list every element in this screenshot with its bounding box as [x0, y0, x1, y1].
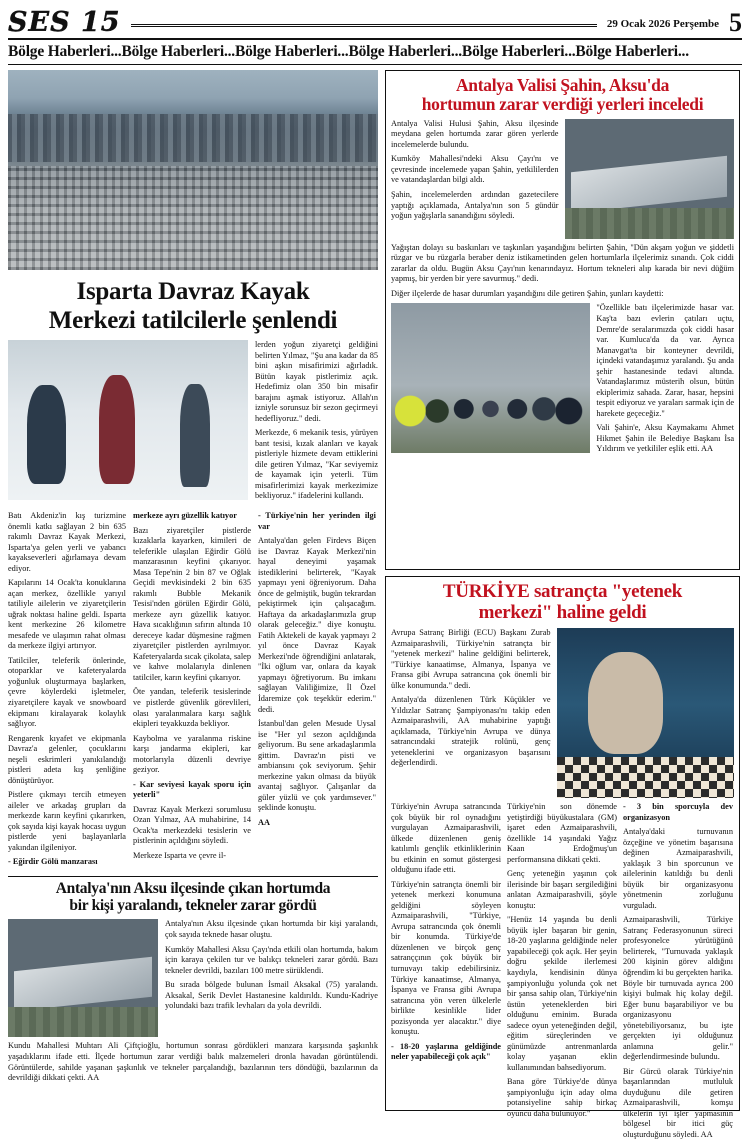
paragraph: Batı Akdeniz'in kış turizmine önemli katkı sağlayan 2 bin 635 rakımlı Davraz Kayak Merkezi, Isparta'ya gelen yerli ve yabancı kayakseverleri ağırlamaya devam ediyor.	[8, 510, 126, 573]
story-hortum	[8, 876, 378, 1084]
vali-headline-line2: hortumun zarar verdiği yerleri inceledi	[421, 93, 704, 114]
hortum-headline-line1: Antalya'nın Aksu ilçesinde çıkan hortumda	[55, 879, 331, 897]
paragraph: Azmaiparashvili, Türkiye Satranç Federasyonunun süreci profesyonelce yürütüğünü belirterek, "Turnuvada yaklaşık 200 kişinin görev aldığını öğrendim ki bu gerçekten harika. Böyle bir turnuvada ayrıca 200 kişiyi bulmak hiç kolay değil. Eğer bunu başarabiliyor ve bu organizasyonu yönetebiliyorsanız, bu işte gerçekten iyi olduğunuz anlamına gelir." değerlendirmesinde bulundu.	[623, 915, 733, 1062]
satranc-body-col3	[623, 802, 733, 1144]
subhead: - 3 bin sporcuyla dev organizasyon	[623, 802, 733, 822]
paragraph: Kaybolma ve yaralanma riskine karşı jandarma ekipleri, kar motorlarıyla düzenli devriye geziyor.	[133, 733, 251, 775]
satranc-headline-line2: merkezi" haline geldi	[478, 601, 647, 623]
subhead: - Türkiye'nin her yerinden ilgi var	[258, 510, 376, 531]
paragraph: Merkeze Isparta ve çevre il-	[133, 850, 227, 860]
vali-inceleme-foto	[391, 303, 590, 453]
subhead: - Kar seviyesi kayak sporu için yeterli"	[133, 779, 251, 800]
paragraph: Genç yeteneğin yaşının çok ilerisinde bir başarı sergilediğini anlatan Azmaiparashvili, şöyle konuştu:	[507, 869, 617, 910]
paragraph: Kapılarını 14 Ocak'ta konuklarına açan merkez, özellikle yarıyıl tatiliyle ailelerin ve ziyaretçilerin uğrak noktası haline geldi. Isparta kent merkezine 26 kilometre mesafede ve ulaşımın rahat olması da merkeze ilgiyi artırıyor.	[8, 578, 126, 651]
paragraph: Kumköy Mahallesi Aksu Çayı'nda etkili olan hortumda, bakım için karaya çekilen tur ve balıkçı tekneleri zarar gördü. Bazı tekneler devrildi, bazıları 100 metre sürüklendi.	[165, 944, 378, 975]
paragraph: Türkiye'nin son dönemde yetiştirdiği büyükustalara (GM) işaret eden Azmaiparashvili, özellikle 14 yaşındaki Yağız Kaan Erdoğmuş'un performansına dikkati çekti.	[507, 802, 617, 864]
satranc-headline-line1: TÜRKİYE satrançta "yetenek	[442, 581, 683, 602]
masthead-divider	[131, 24, 597, 27]
left-column	[8, 70, 378, 1111]
page-number: 5	[729, 8, 742, 37]
paragraph: Vali Şahin'e, Aksu Kaymakamı Ahmet Hikmet Şahin ile Belediye Başkanı İsa Yıldırım ve yetkililer eşlik etti. AA	[596, 423, 734, 454]
paragraph: Antalya'daki turnuvanın özçeğine ve yönetim başarısına değinen Azmaiparashvili, yaklaşık 3 bin sporcunun ve ailelerinin katıldığı bu denli büyük bir organizasyonu yönetmenin zorluğunu vurguladı.	[623, 827, 733, 910]
paragraph: İstanbul'dan gelen Mesude Uysal ise "Her yıl sezon açıldığında geliyorum. Bu sene arkadaşlarımla gittim. Davraz'ın pisti ve ambiansını çok seviyorum. Şehir merkezine yakın olması da büyük avantaj sağlıyor. Çalışanlar da güler yüzlü ve çok yardımsever." şeklinde konuştu.	[258, 719, 376, 813]
paragraph: "Henüz 14 yaşında bu denli büyük işler başaran bir genin, 18-20 yaşlarına geldiğinde neler yapabileceği çok açık. Her şeyin doğru şekilde ilerlemesi kaydıyla, kendisinin dünya şampiyonluğu yolunda çok net bir şansa sahip olan, Türkiye'nin üstün yeteneklerden biri olduğunu eminim. Burada sadece oyun yeteneğinden değil, eğitim süreçlerinden ve günümüzde antrenmanlarda kolay yaşanan eklin kullanımından bahsediyorum.	[507, 915, 617, 1072]
vali-headline-line1: Antalya Valisi Şahin, Aksu'da	[455, 75, 670, 95]
paragraph: Türkiye'nin Avrupa satrancında çok büyük bir rol oynadığını vurgulayan Azmaiparashvili, ülkede düzenlenen geniş katılımlı gençlik etkinliklerinin bu etkinin en somut göstergesi olduğunu ifade etti.	[391, 802, 501, 875]
subhead: - 18-20 yaşlarına geldiğinde neler yapabileceği çok açık"	[391, 1041, 501, 1062]
paragraph: Yağıştan dolayı su baskınları ve taşkınları yaşandığını belirten Şahin, "Dün akşam yoğun ve şiddetli rüzgar ve bu rüzgarla beraber deniz istikametinden gelen hortumlarla ilçelerimiz sınandı. Çok ciddi zararlar da oldu. Bugün Aksu Çayı'nın kenarındayız. Hortum tekneleri alıp karada bir nevi düğüm yapmış, bir yerden bir yere savurmuş." dedi.	[391, 242, 734, 284]
vali-body-right	[596, 303, 734, 458]
lead-body-col2	[133, 511, 251, 872]
lead-body-col3-top	[255, 340, 378, 506]
paragraph: Kumköy Mahallesi'ndeki Aksu Çayı'nı ve çevresinde incelemede yapan Şahin, yetkililerden ve vatandaşlardan bilgi aldı.	[391, 154, 559, 185]
paragraph: Bir Gürcü olarak Türkiye'nin başarılarından mutluluk duyduğunu dile getiren Azmaiparashvili, komşu ülkelerin iyi işler yapmasının bölgesel bir itici güç oluşturduğunu söyledi. AA	[623, 1066, 733, 1139]
hortum-body	[165, 919, 378, 1037]
hortum-hasari-foto	[565, 119, 735, 239]
hortum-tekneler-foto	[8, 919, 158, 1037]
hortum-headline-line2: bir kişi yaralandı, tekneler zarar gördü	[69, 896, 317, 914]
davraz-kayak-merkezi-otopark-foto	[8, 70, 378, 270]
paragraph: Avrupa Satranç Birliği (ECU) Başkanı Zurab Azmaiparashvili, Türkiye'nin satrançta bir "yetenek merkezi" haline geldiğini belirterek, "Türkiye kanaatimse, Almanya, İspanya ve Fransa gibi Avrupa satrancına çok önemli bir ülke konumunda." dedi.	[391, 628, 551, 690]
publication-date: 29 Ocak 2026 Perşembe	[606, 18, 719, 30]
satranc-body-col1	[391, 802, 501, 1144]
right-column	[385, 70, 740, 1139]
paragraph: Şahin, incelemelerden ardından gazetecilere yaptığı açıklamada, Antalya'nın son 5 gündür yoğun yağışlarla sanandığını söyledi.	[391, 189, 559, 221]
paragraph: Tatilciler, teleferik önlerinde, otoparklar ve kafeteryalarda yoğunluk oluşturmaya başlarken, çevre köylerdeki işletmeler, ziyaretçilere kayak ve snowboard ekipmanı kiralayarak kolaylık sağlıyor.	[8, 655, 126, 729]
satranc-oynayan-cocuk-foto	[557, 628, 734, 798]
section-rule	[8, 64, 742, 65]
subhead: merkeze ayrı güzellik katıyor	[133, 510, 237, 520]
paragraph: Antalya'da düzenlenen Türk Küçükler ve Yıldızlar Satranç Şampiyonası'nı takip eden Azmaiparashvili, AA muhabirine yaptığı açıklamada, Türkiye'nin Avrupa ve dünya satrancındaki stratejik rolünü, genç yeteneklerini ve organizasyon başarısını değerlendirdi.	[391, 695, 551, 768]
paragraph: "Özellikle batı ilçelerimizde hasar var. Kaş'ta bazı evlerin çatıları uçtu, Demre'de seralarımızda çok ciddi hasar var. Kumluca'da da var. Ayrıca Manavgat'ta bir konteyner devrildi, içindeki vatandaşımız yaralandı. Şu anda şehir hastanesinde tedavi altında. Vatandaşlarımız müsterih olsun, bütün ekiplerimiz sahada. Zarar, hasar, hepsini tespit ediyoruz ve yaraları sarmak için de harekete geçeceğiz."	[596, 303, 734, 418]
paragraph: Antalya'nın Aksu ilçesinde çıkan hortumda bir kişi yaralandı, çok sayıda teknede hasar oluştu.	[165, 919, 378, 939]
lead-headline-line2: Merkezi tatilcilerle şenlendi	[48, 307, 338, 334]
vali-body-left	[391, 119, 559, 239]
main-columns	[8, 70, 742, 1139]
lead-body-col3	[258, 511, 376, 872]
paragraph: Bu sırada bölgede bulunan İsmail Aksakal (75) yaralandı. Aksakal, Serik Devlet Hastanesine kaldırıldı. Kundu-Kadriye yolundaki bazı trafik levhaları da yola devrildi.	[165, 980, 378, 1011]
section-strip: Bölge Haberleri...Bölge Haberleri...Bölge Haberleri...Bölge Haberleri...Bölge Haberleri...Bölge Haberleri...	[8, 43, 689, 60]
lead-headline-line1: Isparta Davraz Kayak	[76, 278, 310, 305]
publication-logo: SES 15	[8, 7, 121, 38]
paragraph: Diğer ilçelerde de hasar durumları yaşandığını dile getiren Şahin, şunları kaydetti:	[391, 288, 664, 298]
kayakcilar-foto	[8, 340, 248, 500]
photo-caption: - Eğirdir Gölü manzarası	[8, 857, 98, 867]
story-antalya-vali	[385, 70, 740, 570]
paragraph: Merkezde, 6 mekanik tesis, yürüyen bant tesisi, kızak alanları ve kayak pistleriyle hizmete devam ettiklerini dile getiren Yılmaz, "Kar seviyemiz de kayamak için yeterli. Tüm misafirlerimizi kayak merkezimize bekliyoruz." ifadelerini kullandı.	[255, 428, 378, 501]
paragraph: Rengarenk kıyafet ve ekipmanla Davraz'a gelenler, çocuklarını neşeli eskrimleri yanıkılandığı pistleri adeta kış şenliğine dönüştürüyor.	[8, 733, 126, 785]
paragraph: Kundu Mahallesi Muhtarı Ali Çiftçioğlu, hortumun sonrası gördükleri manzara karşısında şaşkınlık yaşadıklarını ifade etti. İlçede hortumun zarar verdiği balık malzemeleri dronla havadan görüntülendi. Görüntülerde, sahilde yaşanan şaşkınlık ve tekneler parçalandığı, bazılarının ters döndüğü, bazılarının da devrildiği dikkati çekti. AA	[8, 1041, 378, 1083]
paragraph: Antalya'dan gelen Firdevs Biçen ise Davraz Kayak Merkezi'nin hayal deneyimi yaşamak istediklerini belirterek, "Kayak yapmayı yeni öğreniyorum. Daha önce de gelmiştik, bugün tekrardan pekiştirmek için çalışacağım. Haftaya da arkadaşlarımızla grup olarak geleceğiz." diye konuştu. Fatih Aktekeli de kayak yapmayı 2 yıl önce Davraz Kayak Merkezi'nde öğrendiğini anlatarak, "İki oğlum var, onlara da kayak yapmayı öğretiyorum. Bu imkanı sağlayan Valiliğimize, İl Özel İdaremize çok teşekkür ederim." dedi.	[258, 536, 376, 714]
hortum-body-wide	[8, 1041, 378, 1083]
satranc-body-col2	[507, 802, 617, 1144]
paragraph: Bazı ziyaretçiler pistlerde kızaklarla kayarken, kimileri de teleferikle ulaşılan Eğirdir Gölü manzarasının keyfini çıkarıyor. Masa Tepe'nin 2 bin 87 ve Oğlak Geçidi mevkisindeki 2 bin 635 rakımlı Bubble Mekanik Tesisi'nden görülen Eğirdir Gölü, merkeze ayrı güzellik katıyor. Hava sıcaklığının sıfırın altında 10 dereceye kadar düşmesine rağmen ziyaretçiler pistlerden ayrılmıyor. Kafeteryalarda sıcak çikolata, salep ve kahve molalarıyla dinlenen tatilciler, karın keyfini çıkarıyor.	[133, 525, 251, 682]
paragraph: Öte yandan, teleferik tesislerinde ve pistlerde güvenlik görevlileri, olası yaralanmalara karşı sağlık ekipleri teyakkuzda bekliyor.	[133, 687, 251, 729]
paragraph: lerden yoğun ziyaretçi geldiğini belirten Yılmaz, "Şu ana kadar da 85 bini aşkın misafirimizi ağırladık. Bütün kayak pistlerimiz açık. Hedefimiz olan 350 bin misafir barajını aşmak istiyoruz. Allah'ın izniyle sorunsuz bir sezon geçirmeyi hedefliyoruz." dedi.	[255, 340, 378, 423]
masthead	[8, 6, 742, 36]
vali-body-wide-1	[391, 243, 734, 300]
lead-body-col1	[8, 511, 126, 872]
satranc-body-col1-top	[391, 628, 551, 798]
paragraph: Bana göre Türkiye'de dünya şampiyonluğu için aday olma potansiyeline sahip birkaç oyuncu daha bulunuyor."	[507, 1077, 617, 1118]
paragraph: Davraz Kayak Merkezi sorumlusu Ozan Yılmaz, AA muhabirine, 14 Ocak'ta merkezdeki tesislerin ve pistlerinin açıldığını söyledi.	[133, 804, 251, 846]
story-satranc	[385, 576, 740, 1139]
paragraph: Antalya Valisi Hulusi Şahin, Aksu ilçesinde meydana gelen hortumda zarar gören yerlerde incelemelerde bulundu.	[391, 118, 559, 149]
byline-aa: AA	[258, 817, 270, 827]
paragraph: Türkiye'nin satrançta önemli bir yetenek merkezi konumuna geldiğini söyleyen Azmaiparashvili, "Türkiye, Avrupa satrancında çok önemli bir konumda. Türkiye'de düzenlenen ve birçok genç satranççının çok büyük bir turnuvayı takip edebilirsiniz. Türkiye kanaatimse, Almanya, İspanya ve Fransa gibi Avrupa satrancına yön veren ülkelerle birlikte kesinlikle lider pozisyonda yer alacaktır." diye konuştu.	[391, 879, 501, 1037]
paragraph: Pistlere çıkmayı tercih etmeyen aileler ve arkadaş grupları da merkezde karın keyfini çıkarırken, çok sayıda kişi kayak hocası uygun pistlerde yeni başlayanlarla yakından ilgileniyor.	[8, 790, 126, 852]
